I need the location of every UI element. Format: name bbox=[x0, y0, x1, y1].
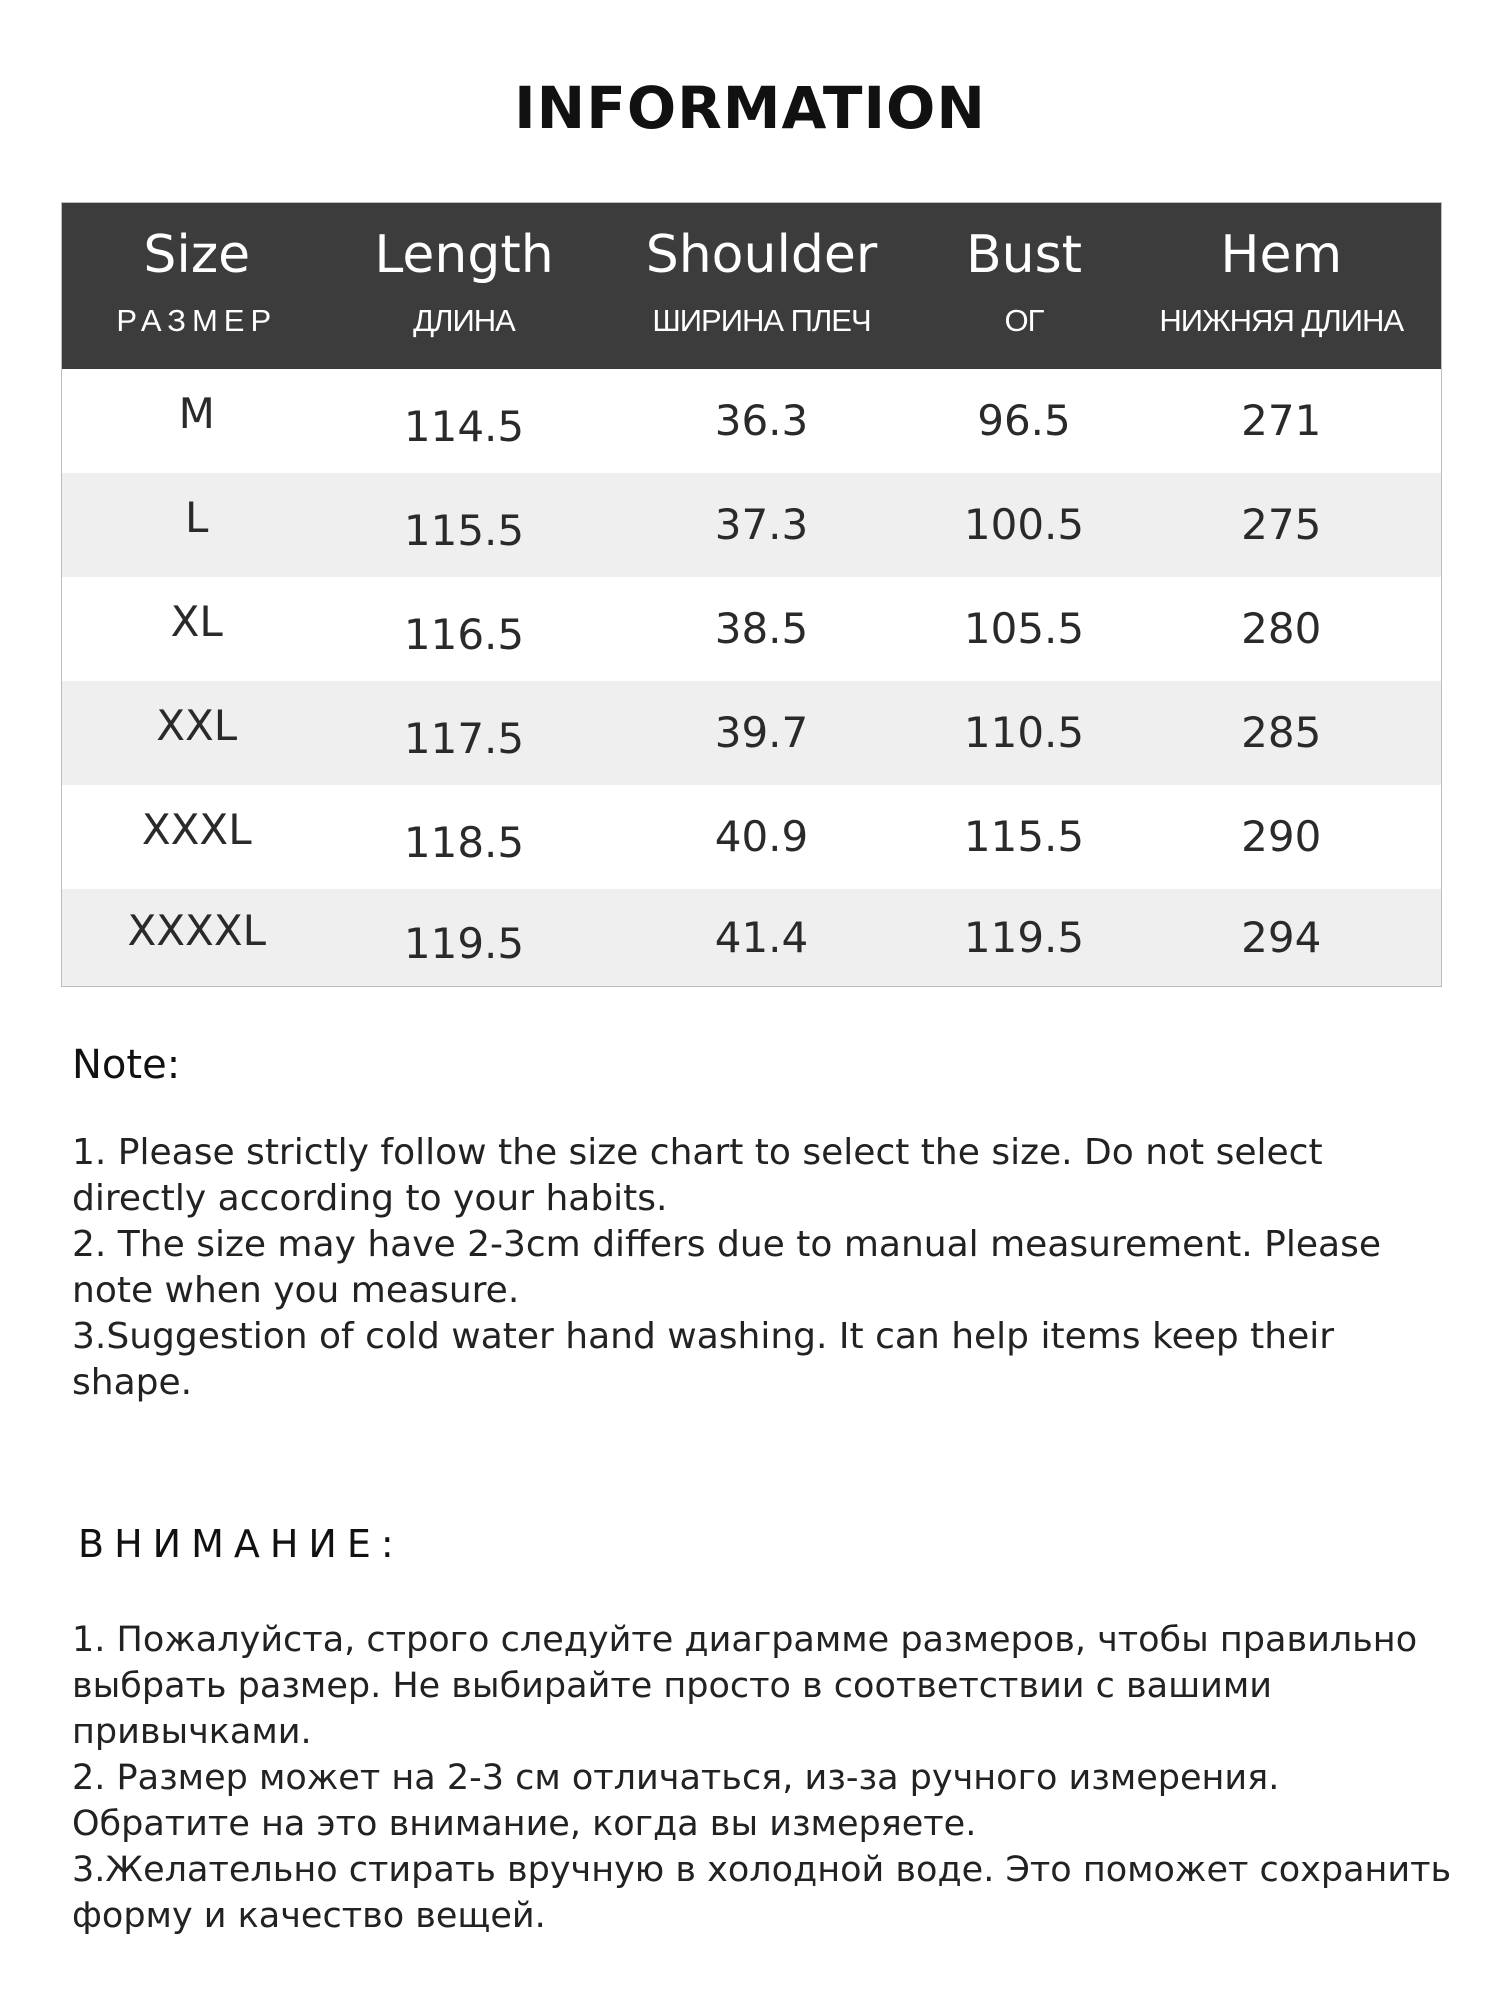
table-row bbox=[62, 473, 1442, 577]
shoulder-cell: 41.4 bbox=[714, 912, 809, 962]
header-hem bbox=[1122, 203, 1442, 369]
hem-cell: 294 bbox=[1241, 912, 1322, 962]
bust-cell: 115.5 bbox=[963, 812, 1085, 861]
length-cell: 115.5 bbox=[403, 506, 525, 555]
header-shoulder-ru: ШИРИНА ПЛЕЧ bbox=[652, 303, 871, 338]
bust-cell: 105.5 bbox=[963, 604, 1085, 653]
bust-cell: 119.5 bbox=[963, 912, 1085, 962]
note-item: 3.Suggestion of cold water hand washing. It can help items keep their shape. bbox=[72, 1316, 1335, 1403]
header-hem-ru: НИЖНЯЯ ДЛИНА bbox=[1159, 303, 1404, 338]
table-row bbox=[62, 577, 1442, 681]
ru-note-item: 3.Желательно стирать вручную в холодной воде. Это поможет сохранить форму и качество вещей. bbox=[72, 1850, 1452, 1936]
hem-cell: 280 bbox=[1241, 604, 1322, 653]
bust-cell: 100.5 bbox=[963, 500, 1085, 549]
ru-note-item: 2. Размер может на 2-3 см отличаться, из-за ручного измерения. Обратите на это внимание, когда вы измеряете. bbox=[72, 1758, 1280, 1844]
shoulder-cell: 40.9 bbox=[714, 812, 809, 861]
header-size-en: Size bbox=[143, 225, 251, 285]
shoulder-cell: 39.7 bbox=[714, 708, 809, 757]
length-cell: 119.5 bbox=[403, 918, 525, 968]
shoulder-cell: 37.3 bbox=[714, 500, 809, 549]
size-cell: XXXXL bbox=[127, 905, 266, 955]
table-row bbox=[62, 785, 1442, 889]
header-size-ru: РАЗМЕР bbox=[116, 303, 278, 338]
ru-note-list bbox=[72, 1617, 1452, 1939]
header-shoulder-en: Shoulder bbox=[645, 225, 878, 285]
header-length-en: Length bbox=[374, 225, 554, 285]
table-row bbox=[62, 889, 1442, 987]
ru-note-item: 1. Пожалуйста, строго следуйте диаграмме размеров, чтобы правильно выбрать размер. Не выбирайте просто в соответствии с вашими привычками. bbox=[72, 1620, 1418, 1752]
ru-note-heading: ВНИМАНИЕ: bbox=[78, 1522, 404, 1566]
size-cell: L bbox=[185, 493, 209, 542]
bust-cell: 96.5 bbox=[977, 396, 1071, 445]
note-item: 1. Please strictly follow the size chart to select the size. Do not select directly according to your habits. bbox=[72, 1132, 1323, 1219]
header-length-ru: ДЛИНА bbox=[413, 303, 515, 338]
shoulder-cell: 36.3 bbox=[714, 396, 809, 445]
header-bust-en: Bust bbox=[965, 225, 1083, 285]
hem-cell: 271 bbox=[1241, 396, 1322, 445]
note-item: 2. The size may have 2-3cm differs due to manual measurement. Please note when you measure. bbox=[72, 1224, 1381, 1311]
header-shoulder bbox=[597, 203, 927, 369]
size-cell: M bbox=[178, 389, 215, 438]
note-list bbox=[72, 1130, 1432, 1406]
size-cell: XXL bbox=[156, 701, 238, 750]
length-cell: 116.5 bbox=[403, 610, 525, 659]
hem-cell: 290 bbox=[1241, 812, 1322, 861]
note-heading: Note: bbox=[72, 1042, 181, 1088]
length-cell: 117.5 bbox=[403, 714, 525, 763]
size-cell: XXXL bbox=[141, 805, 252, 854]
table-row bbox=[62, 369, 1442, 473]
shoulder-cell: 38.5 bbox=[714, 604, 809, 653]
table-row bbox=[62, 681, 1442, 785]
table-header-row bbox=[62, 203, 1442, 369]
header-length bbox=[332, 203, 597, 369]
header-bust bbox=[927, 203, 1122, 369]
size-cell: XL bbox=[170, 597, 223, 646]
bust-cell: 110.5 bbox=[963, 708, 1085, 757]
header-hem-en: Hem bbox=[1220, 225, 1343, 285]
hem-cell: 275 bbox=[1241, 500, 1322, 549]
header-size bbox=[62, 203, 332, 369]
hem-cell: 285 bbox=[1241, 708, 1322, 757]
length-cell: 118.5 bbox=[403, 818, 525, 867]
header-bust-ru: ОГ bbox=[1004, 303, 1044, 338]
length-cell: 114.5 bbox=[403, 402, 525, 451]
size-chart-table bbox=[61, 202, 1442, 987]
page-title: INFORMATION bbox=[514, 74, 986, 142]
